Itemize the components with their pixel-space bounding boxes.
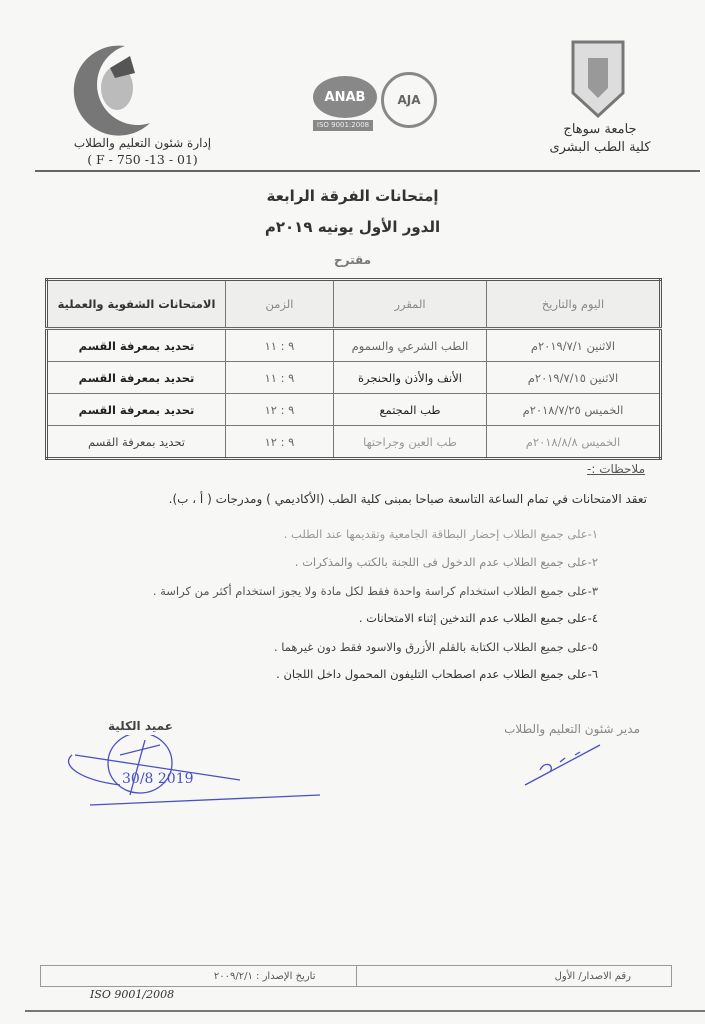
director-signature — [520, 740, 610, 790]
cell-course: الأنف والأذن والحنجرة — [334, 362, 487, 394]
cell-time: ٩ : ١٢ — [226, 426, 334, 459]
notes-heading: ملاحظات :- — [587, 462, 645, 476]
dean-signature — [60, 735, 340, 815]
dept-name: إدارة شئون التعليم والطلاب — [73, 136, 212, 150]
table-header-row — [47, 280, 661, 329]
exam-session: الدور الأول يونيه ٢٠١٩م — [264, 218, 441, 236]
cell-date: الخميس ٢٠١٨/٧/٢٥م — [487, 394, 661, 426]
iso-label: ISO 9001:2008 — [313, 120, 373, 131]
cell-time: ٩ : ١١ — [226, 362, 334, 394]
notes-intro: تعقد الامتحانات في تمام الساعة التاسعة صباحا بمبنى كلية الطب (الأكاديمي ) ومدرجات ( أ ، ب). — [168, 492, 647, 506]
form-code: ( F - 750 -13 - 01) — [87, 152, 198, 167]
note-item-6: ٦-على جميع الطلاب عدم اصطحاب التليفون المحمول داخل اللجان . — [276, 667, 598, 681]
proposed-label: مقترح — [333, 253, 372, 267]
cell-time: ٩ : ١١ — [226, 329, 334, 362]
signature-date: 30/8 2019 — [122, 771, 194, 787]
cell-date: الاثنين ٢٠١٩/٧/١م — [487, 329, 661, 362]
document-footer — [40, 965, 672, 987]
cell-course: الطب الشرعي والسموم — [334, 329, 487, 362]
cell-course: طب المجتمع — [334, 394, 487, 426]
issue-number: رقم الاصدار/ الأول — [356, 966, 672, 986]
header-divider — [35, 170, 700, 172]
university-crest — [568, 38, 628, 120]
note-item-1: ١-على جميع الطلاب إحضار البطاقة الجامعية وتقديمها عند الطلب . — [283, 527, 598, 541]
cell-oral: تحديد بمعرفة القسم — [47, 426, 226, 459]
faculty-logo-left — [55, 38, 175, 138]
director-title: مدير شئون التعليم والطلاب — [504, 722, 640, 736]
certification-seal — [381, 72, 437, 128]
cell-oral: تحديد بمعرفة القسم — [47, 362, 226, 394]
cell-date: الاثنين ٢٠١٩/٧/١٥م — [487, 362, 661, 394]
note-item-5: ٥-على جميع الطلاب الكتابة بالقلم الأزرق والاسود فقط دون غيرهما . — [273, 640, 598, 654]
university-name: جامعة سوهاج — [563, 122, 637, 137]
iso-footer: ISO 9001/2008 — [90, 988, 175, 1001]
anab-logo — [313, 76, 377, 118]
table-row — [47, 426, 661, 459]
header-course: المقرر — [334, 280, 487, 329]
table-row — [47, 362, 661, 394]
cell-date: الخميس ٢٠١٨/٨/٨م — [487, 426, 661, 459]
table-row — [47, 394, 661, 426]
note-item-4: ٤-على جميع الطلاب عدم التدخين إثناء الامتحانات . — [358, 611, 598, 625]
header-date: اليوم والتاريخ — [487, 280, 661, 329]
table-row — [47, 329, 661, 362]
exam-title: إمتحانات الفرقة الرابعة — [266, 187, 439, 205]
anab-logo-text: ANAB — [324, 89, 366, 105]
cell-oral: تحديد بمعرفة القسم — [47, 329, 226, 362]
cell-course: طب العين وجراحتها — [334, 426, 487, 459]
issue-date: تاريخ الإصدار : ٢٠٠٩/٢/١ — [213, 970, 316, 982]
header-oral-practical: الامتحانات الشفوية والعملية — [47, 280, 226, 329]
header-time: الزمن — [226, 280, 334, 329]
note-item-2: ٢-على جميع الطلاب عدم الدخول فى اللجنة بالكتب والمذكرات . — [294, 555, 598, 569]
cell-time: ٩ : ١٢ — [226, 394, 334, 426]
seal-text: AJA — [397, 93, 421, 107]
exam-schedule-table — [45, 278, 662, 460]
note-item-3: ٣-على جميع الطلاب استخدام كراسة واحدة فقط لكل مادة ولا يجوز استخدام أكثر من كراسة . — [152, 584, 598, 598]
dean-title: عميد الكلية — [108, 719, 173, 733]
faculty-name: كلية الطب البشرى — [549, 140, 651, 155]
footer-divider — [25, 1010, 705, 1012]
cell-oral: تحديد بمعرفة القسم — [47, 394, 226, 426]
